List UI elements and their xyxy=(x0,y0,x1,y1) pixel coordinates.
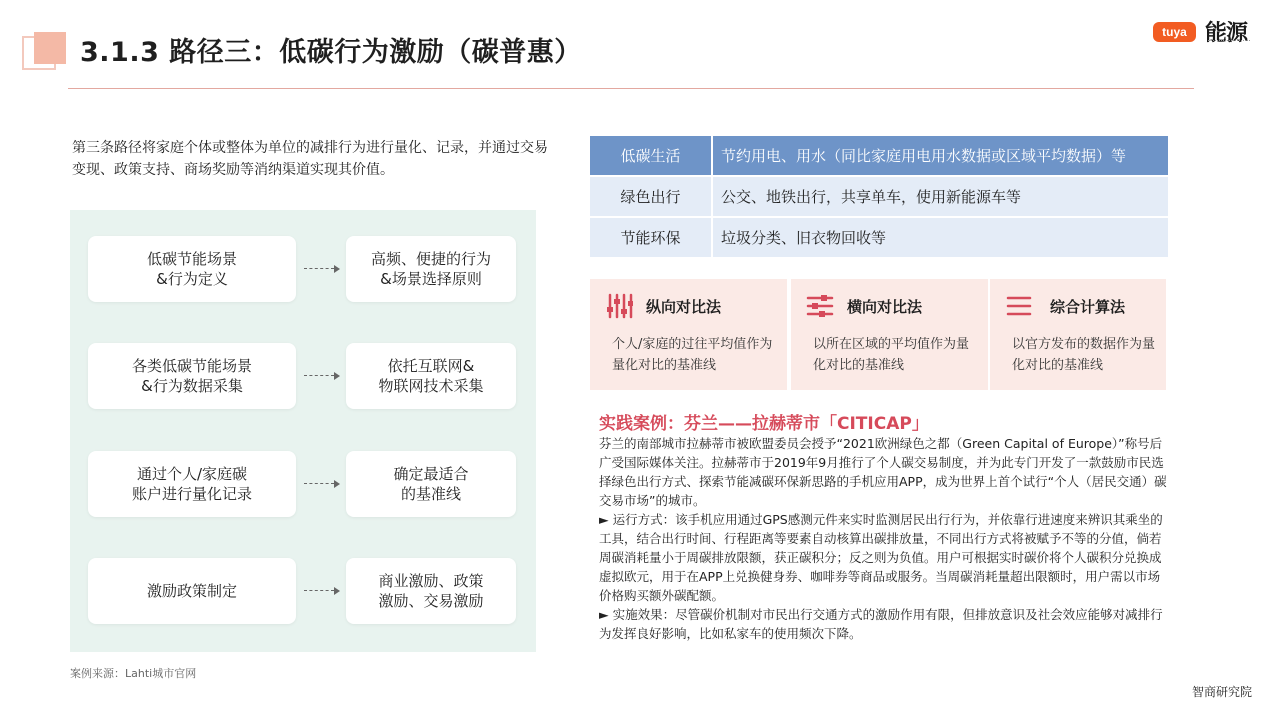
case-paragraph-effect: ► 实施效果：尽管碳价机制对市民出行交通方式的激励作用有限，但排放意识及社会效应能够对减排行为发挥良好影响，比如私家车的使用频次下降。 xyxy=(599,607,1163,641)
source-note: 案例来源：Lahti城市官网 xyxy=(70,667,197,680)
table-cell-desc: 垃圾分类、旧衣物回收等 xyxy=(713,218,1168,257)
case-body xyxy=(599,434,1169,643)
case-paragraph-intro: 芬兰的南部城市拉赫蒂市被欧盟委员会授予“2021欧洲绿色之都（Green Capital of Europe）”称号后广受国际媒体关注。拉赫蒂市于2019年9月推行了个人碳交易制度，并为此专门开发了一款鼓励市民选择绿色出行方式、探索节能减碳环保新思路的手机应用APP，成为世界上首个试行“个人（居民交通）碳交易市场”的城市。 xyxy=(599,436,1167,508)
page-title: 3.1.3 路径三：低碳行为激励（碳普惠） xyxy=(80,37,582,68)
table-row xyxy=(590,177,1168,216)
method-title: 横向对比法 xyxy=(847,298,923,316)
flow-step-2-left: 各类低碳节能场景 &行为数据采集 xyxy=(88,343,296,409)
method-card-vertical xyxy=(590,279,787,390)
flow-arrow-icon xyxy=(304,480,340,488)
flow-step-4-left: 激励政策制定 xyxy=(88,558,296,624)
header-divider xyxy=(68,88,1194,89)
behavior-table xyxy=(590,136,1168,259)
table-row xyxy=(590,136,1168,175)
flow-arrow-icon xyxy=(304,372,340,380)
flow-arrow-icon xyxy=(304,265,340,273)
table-cell-category: 绿色出行 xyxy=(590,177,711,216)
method-card-horizontal xyxy=(791,279,988,390)
method-card-combined xyxy=(990,279,1166,390)
intro-paragraph: 第三条路径将家庭个体或整体为单位的减排行为进行量化、记录，并通过交易变现、政策支持、商场奖励等消纳渠道实现其价值。 xyxy=(72,140,548,178)
method-title: 综合计算法 xyxy=(1050,298,1126,316)
flow-step-3-right: 确定最适合 的基准线 xyxy=(346,451,516,517)
method-text: 以官方发布的数据作为量化对比的基准线 xyxy=(1012,337,1156,373)
method-text: 个人/家庭的过往平均值作为量化对比的基准线 xyxy=(612,337,773,373)
table-cell-desc: 节约用电、用水（同比家庭用电用水数据或区域平均数据）等 xyxy=(713,136,1168,175)
flow-step-1-right: 高频、便捷的行为 &场景选择原则 xyxy=(346,236,516,302)
case-paragraph-operation: ► 运行方式：该手机应用通过GPS感测元件来实时监测居民出行行为，并依靠行进速度来辨识其乘坐的工具，结合出行时间、行程距离等要素自动核算出碳排放量，不同出行方式将被赋予不等的分值，倘若周碳消耗量小于周碳排放限额，获正碳积分；反之则为负值。用户可根据实时碳价将个人碳积分兑换成虚拟欧元，用于在APP上兑换健身券、咖啡券等商品或服务。当周碳消耗量超出限额时，用户需以市场价格购买额外碳配额。 xyxy=(599,512,1163,603)
flow-panel xyxy=(70,210,536,652)
flow-step-2-right: 依托互联网& 物联网技术采集 xyxy=(346,343,516,409)
table-cell-desc: 公交、地铁出行，共享单车，使用新能源车等 xyxy=(713,177,1168,216)
method-title: 纵向对比法 xyxy=(646,298,722,316)
flow-step-3-left: 通过个人/家庭碳 账户进行量化记录 xyxy=(88,451,296,517)
table-cell-category: 低碳生活 xyxy=(590,136,711,175)
tuya-logo: tuya xyxy=(1153,22,1196,42)
vertical-sliders-icon xyxy=(605,292,633,320)
title-decoration-square xyxy=(34,32,66,64)
method-text: 以所在区域的平均值作为量化对比的基准线 xyxy=(813,337,970,373)
logo-underline xyxy=(1208,40,1250,42)
flow-step-1-left: 低碳节能场景 &行为定义 xyxy=(88,236,296,302)
horizontal-sliders-icon xyxy=(806,292,834,320)
case-title: 实践案例：芬兰——拉赫蒂市「CITICAP」 xyxy=(599,414,929,434)
neng-yuan-logo: 能源 xyxy=(1205,21,1248,46)
table-row xyxy=(590,218,1168,257)
flow-arrow-icon xyxy=(304,587,340,595)
table-cell-category: 节能环保 xyxy=(590,218,711,257)
flow-step-4-right: 商业激励、政策 激励、交易激励 xyxy=(346,558,516,624)
menu-lines-icon xyxy=(1005,292,1033,320)
footer-brand: 智商研究院 xyxy=(1192,685,1253,699)
